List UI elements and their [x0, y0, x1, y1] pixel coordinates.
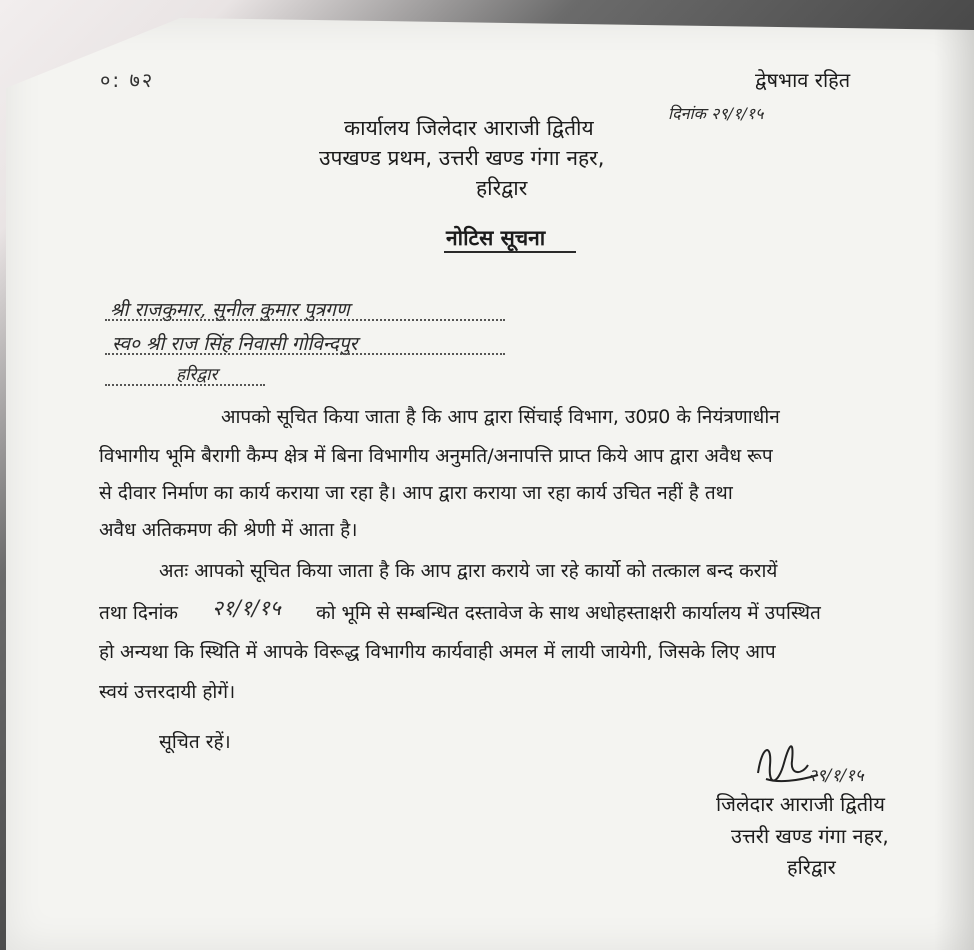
paragraph-line-1: आपको सूचित किया जाता है कि आप द्वारा सिंचाई विभाग, उ0प्र0 के नियंत्रणाधीन	[221, 406, 780, 428]
signatory-line-2: उत्तरी खण्ड गंगा नहर,	[731, 824, 889, 848]
office-line-3: हरिद्वार	[476, 176, 528, 200]
reference-number: ०: ७२	[100, 68, 155, 92]
handwritten-date: दिनांक २९/१/१५	[668, 104, 764, 123]
date-line-handwritten: २१/१/१५	[212, 596, 281, 620]
recipient-line-3: हरिद्वार	[176, 365, 218, 385]
paragraph-line-4: अवैध अतिकमण की श्रेणी में आता है।	[99, 519, 358, 541]
document-tag: द्वेषभाव रहित	[755, 68, 851, 92]
recipient-line-1: श्री राजकुमार, सुनील कुमार पुत्रगण	[110, 299, 350, 321]
closing-line-2: स्वयं उत्तरदायी होगें।	[99, 681, 236, 703]
paragraph-line-3: से दीवार निर्माण का कार्य कराया जा रहा है। आप द्वारा कराया जा रहा कार्य उचित नहीं है तथा	[99, 482, 733, 504]
signature-date: २९/१/१५	[808, 766, 864, 786]
signatory-line-3: हरिद्वार	[787, 855, 836, 879]
signatory-line-1: जिलेदार आराजी द्वितीय	[716, 792, 885, 816]
paragraph-line-2: विभागीय भूमि बैरागी कैम्प क्षेत्र में बिना विभागीय अनुमति/अनापत्ति प्राप्त किये आप द्वारा अवैध रूप	[99, 445, 773, 467]
recipient-line-2: स्व० श्री राज सिंह निवासी गोविन्दपुर	[112, 333, 358, 355]
date-line-prefix: तथा दिनांक	[99, 602, 178, 624]
date-line-suffix: को भूमि से सम्बन्धित दस्तावेज के साथ अधोहस्ताक्षरी कार्यालय में उपस्थित	[316, 602, 821, 624]
dotted-line-3	[105, 384, 265, 386]
sign-off: सूचित रहें।	[159, 731, 231, 753]
title-underline	[444, 251, 576, 253]
closing-line-1: हो अन्यथा कि स्थिति में आपके विरूद्ध विभागीय कार्यवाही अमल में लायी जायेगी, जिसके लिए आप	[99, 641, 776, 663]
notice-title: नोटिस सूचना	[446, 226, 546, 250]
dotted-line-2	[105, 353, 505, 355]
office-line-2: उपखण्ड प्रथम, उत्तरी खण्ड गंगा नहर,	[319, 146, 605, 170]
paragraph-line-5: अतः आपको सूचित किया जाता है कि आप द्वारा कराये जा रहे कार्यो को तत्काल बन्द करायें	[159, 560, 778, 582]
dotted-line-1	[105, 319, 505, 321]
office-line-1: कार्यालय जिलेदार आराजी द्वितीय	[344, 116, 594, 140]
